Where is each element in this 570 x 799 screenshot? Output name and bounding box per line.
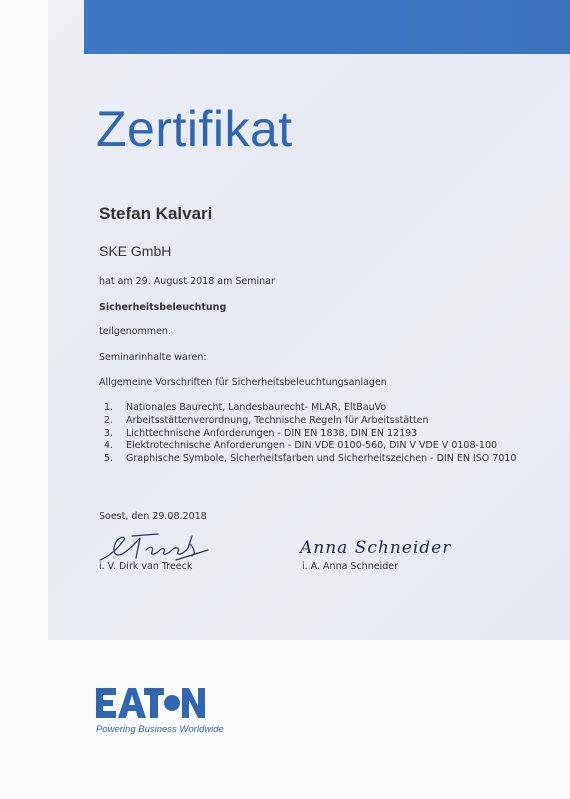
signer1-caption: i. V. Dirk van Treeck: [99, 561, 193, 572]
list-item: 4. Elektrotechnische Anforderungen - DIN VDE 0100-560, DIN V VDE V 0108-100: [104, 440, 498, 452]
signature-anna-schneider: Anna Schneider: [300, 538, 452, 558]
signature-dirk-van-treeck: [96, 530, 216, 564]
general-regulations: Allgemeine Vorschriften für Sicherheitsbeleuchtungsanlagen: [99, 377, 387, 388]
header-bar: [84, 0, 570, 54]
participant-name: Stefan Kalvari: [99, 204, 213, 223]
list-item: 2. Arbeitsstättenverordnung, Technische Regeln für Arbeitsstätten: [104, 414, 429, 426]
participated-text: teilgenommen.: [99, 326, 171, 337]
contents-label: Seminarinhalte waren:: [99, 352, 207, 363]
participant-company: SKE GmbH: [99, 243, 172, 259]
content-list: [104, 402, 516, 466]
eaton-logo: [96, 686, 206, 720]
certificate-title: Zertifikat: [96, 101, 293, 157]
list-item: 5. Graphische Symbole, Sicherheitsfarben und Sicherheitszeichen - DIN EN ISO 7010: [104, 453, 517, 465]
brand-tagline: Powering Business Worldwide: [96, 724, 224, 735]
place-date: Soest, den 29.08.2018: [99, 511, 207, 522]
seminar-name: Sicherheitsbeleuchtung: [99, 302, 227, 313]
signer2-caption: i. A. Anna Schneider: [302, 561, 398, 572]
intro-text: hat am 29. August 2018 am Seminar: [99, 276, 275, 287]
list-item: 3. Lichttechnische Anforderungen - DIN EN 1838, DIN EN 12193: [104, 427, 418, 439]
list-item: 1. Nationales Baurecht, Landesbaurecht- MLAR, EltBauVo: [104, 402, 387, 413]
